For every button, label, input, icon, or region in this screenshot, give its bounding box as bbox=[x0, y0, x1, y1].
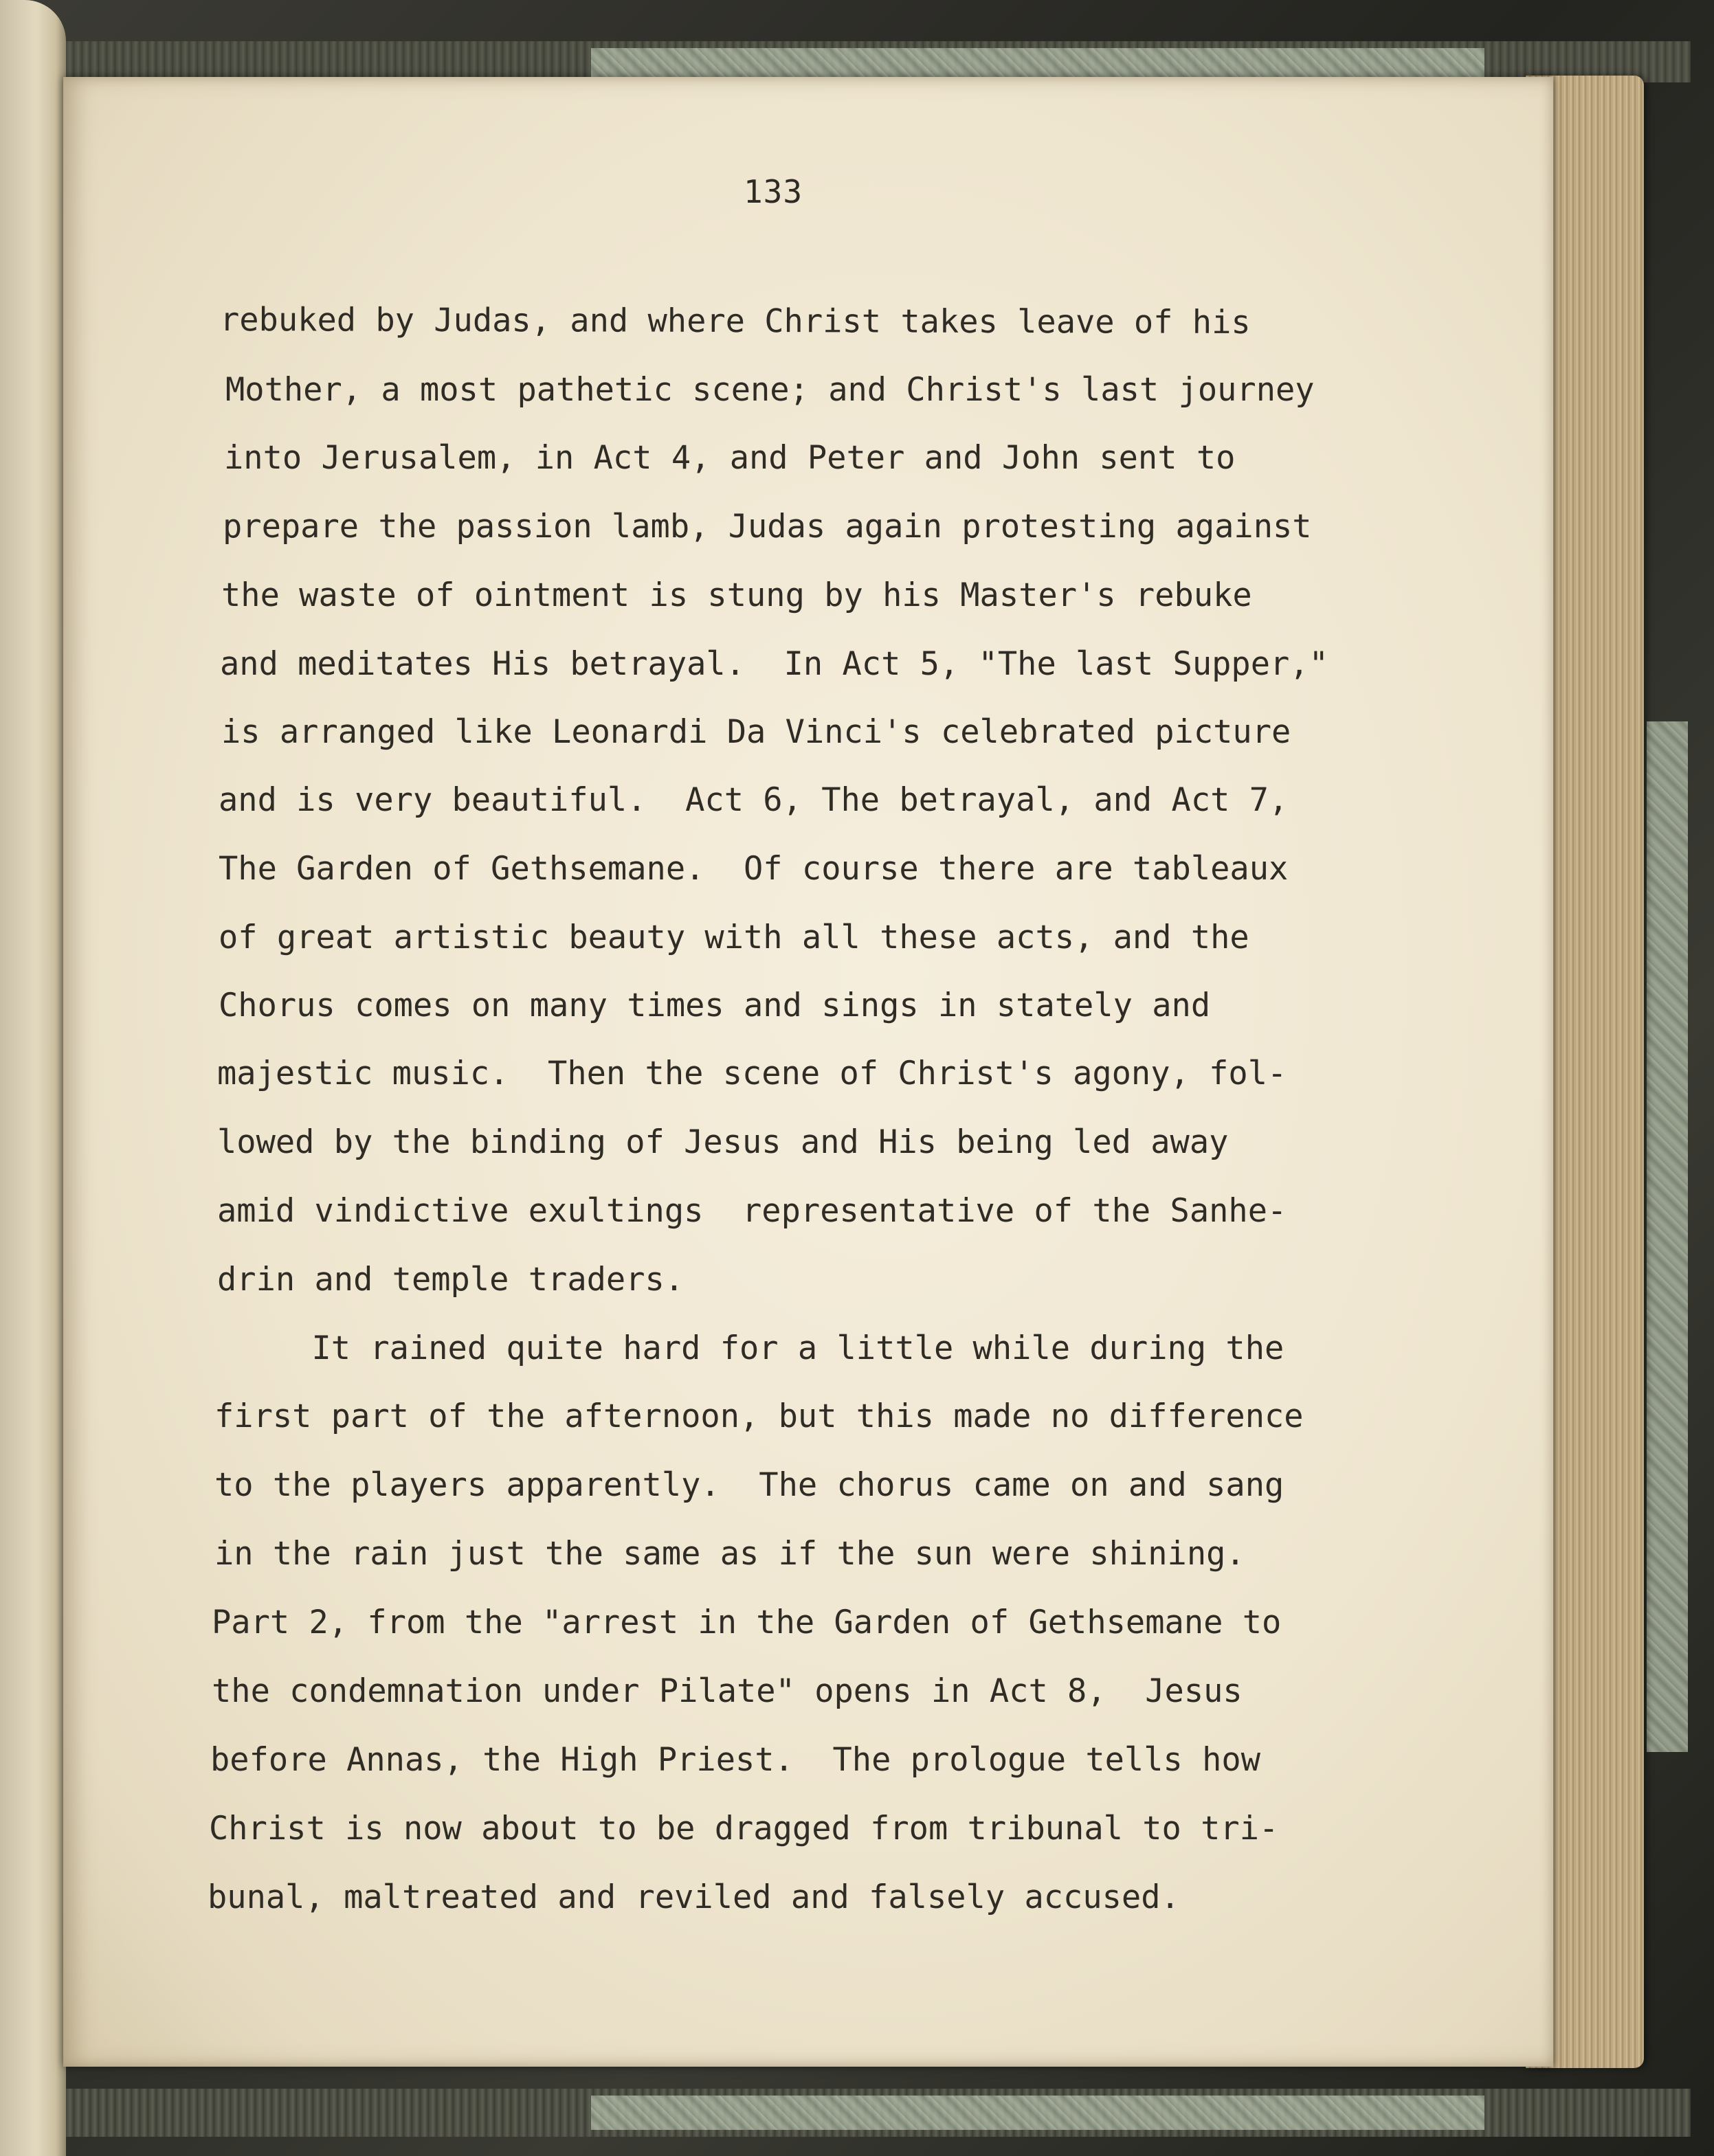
text-line: Part 2, from the "arrest in the Garden of Gethsemane to bbox=[212, 1604, 1282, 1641]
text-line: first part of the afternoon, but this made no difference bbox=[214, 1397, 1304, 1435]
text-line: amid vindictive exultings representative of the Sanhe- bbox=[217, 1192, 1287, 1230]
text-line: bunal, maltreated and reviled and falsely accused. bbox=[208, 1878, 1180, 1916]
text-line: lowed by the binding of Jesus and His being led away bbox=[217, 1123, 1229, 1161]
text-line: in the rain just the same as if the sun were shining. bbox=[214, 1535, 1245, 1573]
text-line: the waste of ointment is stung by his Master's rebuke bbox=[221, 576, 1252, 614]
text-line: Christ is now about to be dragged from tribunal to tri- bbox=[209, 1810, 1279, 1848]
text-line: is arranged like Leonardi Da Vinci's celebrated picture bbox=[221, 713, 1291, 751]
text-line: Mother, a most pathetic scene; and Christ's last journey bbox=[225, 371, 1315, 409]
text-line: drin and temple traders. bbox=[217, 1261, 685, 1299]
marbled-endpaper-right bbox=[1647, 721, 1688, 1752]
marbled-endpaper-bottom bbox=[591, 2096, 1484, 2130]
text-line: to the players apparently. The chorus came on and sang bbox=[214, 1466, 1284, 1504]
text-line: the condemnation under Pilate" opens in Act 8, Jesus bbox=[212, 1672, 1243, 1710]
text-line: prepare the passion lamb, Judas again protesting against bbox=[223, 508, 1312, 546]
facing-page-edge bbox=[0, 0, 66, 2156]
text-line: It rained quite hard for a little while during the bbox=[214, 1329, 1284, 1367]
text-line: majestic music. Then the scene of Christ's agony, fol- bbox=[217, 1055, 1287, 1092]
text-line: before Annas, the High Priest. The prologue tells how bbox=[210, 1741, 1261, 1779]
page-number: 133 bbox=[743, 173, 803, 210]
text-line: of great artistic beauty with all these acts, and the bbox=[219, 919, 1249, 956]
text-line: into Jerusalem, in Act 4, and Peter and John sent to bbox=[224, 439, 1236, 477]
text-line: rebuked by Judas, and where Christ takes leave of his bbox=[219, 301, 1251, 341]
text-line: Chorus comes on many times and sings in stately and bbox=[219, 987, 1211, 1024]
text-line: The Garden of Gethsemane. Of course there are tableaux bbox=[219, 850, 1289, 888]
text-line: and is very beautiful. Act 6, The betrayal, and Act 7, bbox=[219, 781, 1289, 819]
text-line: and meditates His betrayal. In Act 5, "The last Supper," bbox=[220, 645, 1328, 683]
